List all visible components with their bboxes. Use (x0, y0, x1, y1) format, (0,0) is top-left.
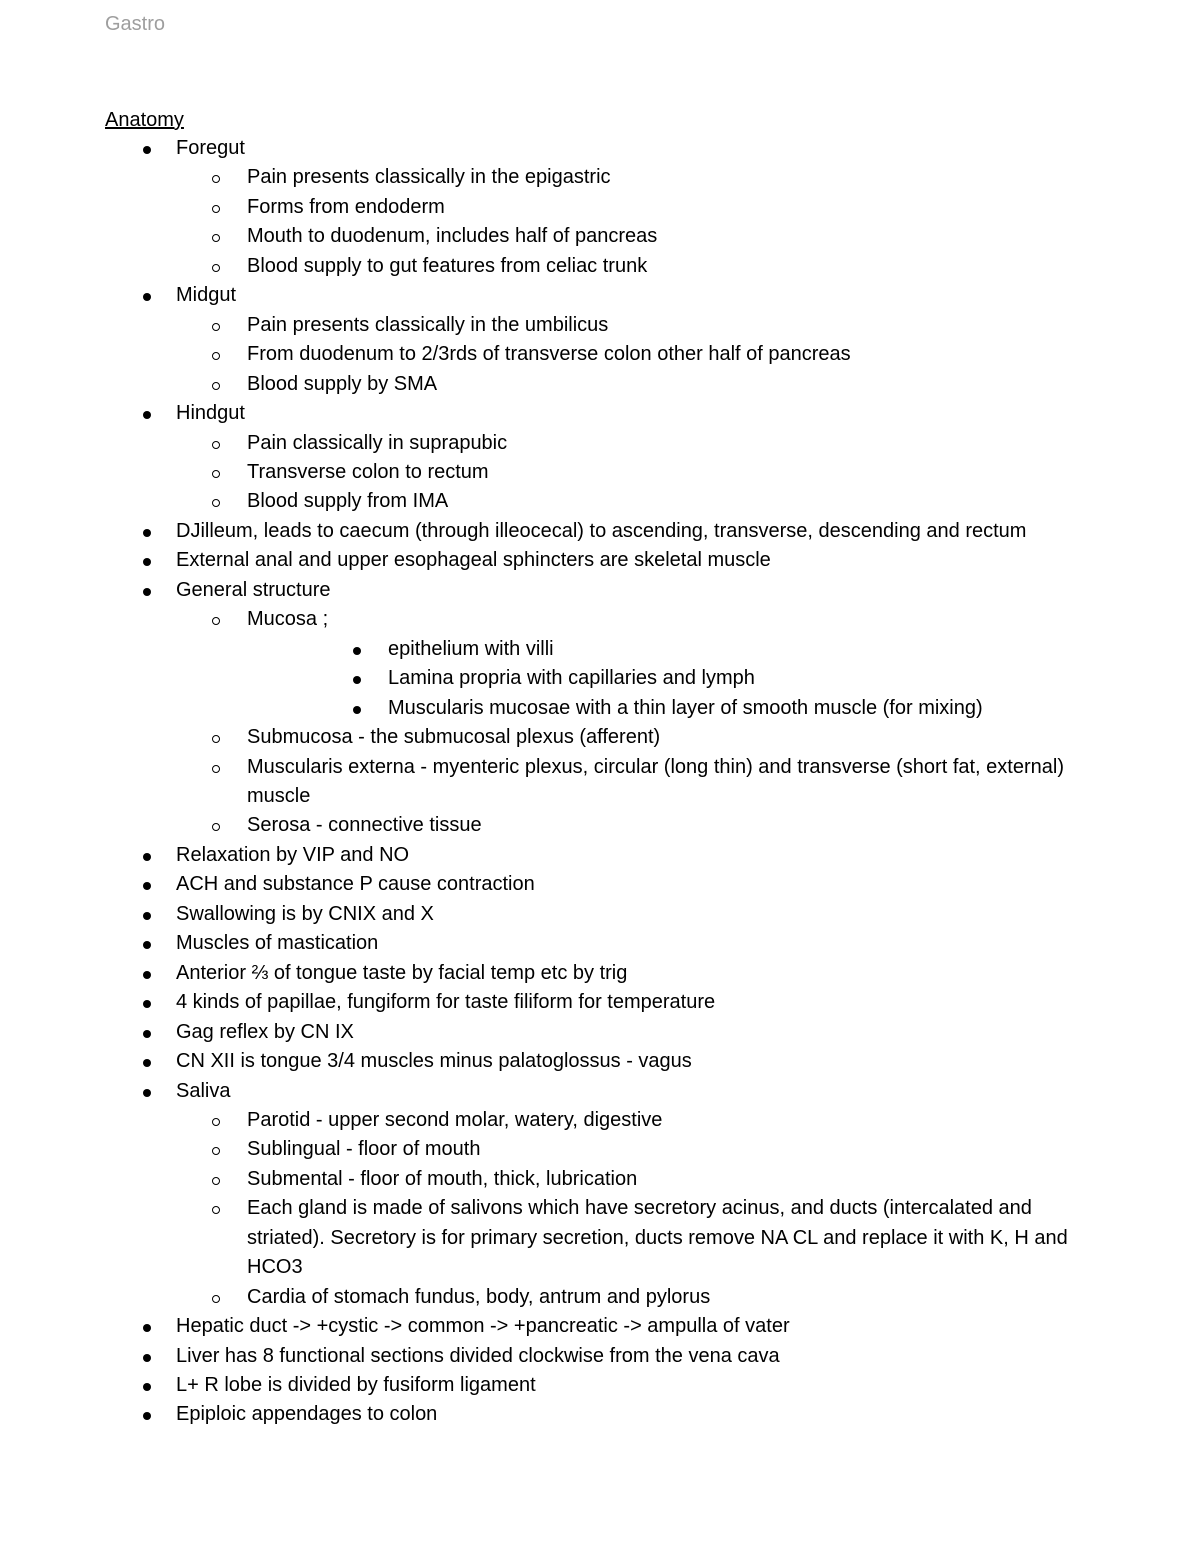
list-item-text: DJilleum, leads to caecum (through illeocecal) to ascending, transverse, descending and rectum (176, 519, 1027, 542)
list-item (0, 1342, 1200, 1371)
hollow-bullet-icon (212, 1106, 220, 1135)
list-item-text: Pain presents classically in the umbilicus (247, 313, 609, 336)
list-item-text: External anal and upper esophageal sphincters are skeletal muscle (176, 549, 771, 572)
hollow-bullet-icon (212, 753, 220, 782)
list-item (0, 399, 1200, 428)
bullet-icon (143, 517, 151, 546)
hollow-bullet-icon (212, 458, 220, 487)
list-item (0, 517, 1200, 546)
list-item (0, 959, 1200, 988)
list-item (0, 1312, 1200, 1341)
list-item (0, 841, 1200, 870)
list-item-text: Pain classically in suprapubic (247, 431, 508, 454)
hollow-bullet-icon (212, 723, 220, 752)
list-item-text: Forms from endoderm (247, 195, 445, 218)
list-item (0, 694, 1200, 723)
hollow-bullet-icon (212, 605, 220, 634)
list-item-text: Cardia of stomach fundus, body, antrum and pylorus (247, 1285, 711, 1308)
bullet-icon (143, 546, 151, 575)
list-item (0, 222, 1200, 251)
list-item (0, 134, 1200, 163)
bullet-icon (143, 929, 151, 958)
list-item (0, 1400, 1200, 1429)
list-item (0, 458, 1200, 487)
list-item (0, 311, 1200, 340)
list-item-text: Transverse colon to rectum (247, 460, 489, 483)
list-item (0, 605, 1200, 634)
list-item-text: ACH and substance P cause contraction (176, 873, 535, 896)
document-header: Gastro (105, 13, 166, 35)
bullet-list (0, 134, 1200, 1430)
list-item-text: Hindgut (176, 402, 245, 425)
list-item (0, 163, 1200, 192)
list-item (0, 576, 1200, 605)
hollow-bullet-icon (212, 1194, 220, 1223)
bullet-icon (143, 281, 151, 310)
list-item (0, 1283, 1200, 1312)
hollow-bullet-icon (212, 1135, 220, 1164)
list-item (0, 193, 1200, 222)
list-item-text: Lamina propria with capillaries and lymph (388, 667, 755, 690)
list-item-text: Blood supply by SMA (247, 372, 438, 395)
list-item-text: Liver has 8 functional sections divided clockwise from the vena cava (176, 1344, 780, 1367)
list-item-text: Sublingual - floor of mouth (247, 1138, 481, 1161)
bullet-icon (143, 900, 151, 929)
list-item-text: CN XII is tongue 3/4 muscles minus palatoglossus - vagus (176, 1050, 692, 1073)
list-item (0, 664, 1200, 693)
list-item (0, 1047, 1200, 1076)
list-item-text: Muscularis mucosae with a thin layer of smooth muscle (for mixing) (388, 696, 983, 719)
list-item-text: Relaxation by VIP and NO (176, 843, 410, 866)
list-item-text: Foregut (176, 137, 245, 159)
list-item-text: Hepatic duct -> +cystic -> common -> +pancreatic -> ampulla of vater (176, 1315, 790, 1338)
list-item-text: Submucosa - the submucosal plexus (afferent) (247, 726, 661, 749)
hollow-bullet-icon (212, 163, 220, 192)
list-item (0, 753, 1200, 812)
section-title: Anatomy (105, 109, 184, 131)
list-item-text: L+ R lobe is divided by fusiform ligament (176, 1374, 536, 1397)
bullet-icon (143, 1400, 151, 1429)
hollow-bullet-icon (212, 370, 220, 399)
bullet-icon (143, 1312, 151, 1341)
list-item (0, 811, 1200, 840)
hollow-bullet-icon (212, 487, 220, 516)
list-item-text: Swallowing is by CNIX and X (176, 902, 434, 925)
list-item-text: 4 kinds of papillae, fungiform for taste filiform for temperature (176, 991, 716, 1014)
bullet-icon (143, 134, 151, 163)
hollow-bullet-icon (212, 222, 220, 251)
bullet-icon (353, 635, 361, 664)
list-item-text: Midgut (176, 284, 237, 307)
list-item (0, 900, 1200, 929)
bullet-icon (353, 664, 361, 693)
bullet-icon (143, 841, 151, 870)
list-item-text: From duodenum to 2/3rds of transverse colon other half of pancreas (247, 343, 851, 366)
list-item (0, 370, 1200, 399)
list-item (0, 635, 1200, 664)
list-item-text: Parotid - upper second molar, watery, digestive (247, 1108, 663, 1131)
bullet-icon (143, 988, 151, 1017)
list-item-text: Gag reflex by CN IX (176, 1020, 354, 1043)
list-item (0, 1165, 1200, 1194)
list-item (0, 340, 1200, 369)
list-item (0, 929, 1200, 958)
list-item-text: Pain presents classically in the epigastric (247, 166, 611, 189)
list-item-text: Muscularis externa - myenteric plexus, circular (long thin) and transverse (short fat, external) muscle (247, 755, 1064, 807)
hollow-bullet-icon (212, 252, 220, 281)
hollow-bullet-icon (212, 1165, 220, 1194)
list-item (0, 252, 1200, 281)
list-item-text: Epiploic appendages to colon (176, 1403, 438, 1426)
list-item (0, 1106, 1200, 1135)
list-item-text: Submental - floor of mouth, thick, lubrication (247, 1167, 638, 1190)
hollow-bullet-icon (212, 311, 220, 340)
list-item-text: Blood supply to gut features from celiac trunk (247, 254, 648, 277)
list-item-text: epithelium with villi (388, 637, 554, 660)
hollow-bullet-icon (212, 193, 220, 222)
list-item-text: Serosa - connective tissue (247, 814, 482, 837)
bullet-icon (143, 576, 151, 605)
bullet-icon (143, 1047, 151, 1076)
list-item-text: Blood supply from IMA (247, 490, 449, 513)
list-item (0, 1194, 1200, 1282)
list-item-text: Anterior ⅔ of tongue taste by facial temp etc by trig (176, 961, 628, 984)
list-item (0, 1077, 1200, 1106)
list-item (0, 487, 1200, 516)
list-item-text: General structure (176, 578, 331, 601)
hollow-bullet-icon (212, 340, 220, 369)
list-item (0, 1371, 1200, 1400)
list-item-text: Muscles of mastication (176, 932, 379, 955)
bullet-icon (143, 1018, 151, 1047)
list-item (0, 429, 1200, 458)
hollow-bullet-icon (212, 811, 220, 840)
hollow-bullet-icon (212, 1283, 220, 1312)
list-item-text: Saliva (176, 1079, 231, 1102)
list-item (0, 723, 1200, 752)
bullet-icon (143, 399, 151, 428)
bullet-icon (143, 1371, 151, 1400)
list-item (0, 1135, 1200, 1164)
list-item (0, 281, 1200, 310)
bullet-icon (353, 694, 361, 723)
bullet-icon (143, 870, 151, 899)
list-item (0, 1018, 1200, 1047)
bullet-icon (143, 959, 151, 988)
list-item-text: Mucosa ; (247, 608, 329, 631)
bullet-icon (143, 1342, 151, 1371)
list-item (0, 988, 1200, 1017)
bullet-icon (143, 1077, 151, 1106)
list-item-text: Each gland is made of salivons which have secretory acinus, and ducts (intercalated and striated). Secretory is for primary secretion, ducts remove NA CL and replace it with K, H and HCO3 (247, 1197, 1068, 1279)
list-item (0, 870, 1200, 899)
list-item (0, 546, 1200, 575)
hollow-bullet-icon (212, 429, 220, 458)
list-item-text: Mouth to duodenum, includes half of pancreas (247, 225, 658, 248)
